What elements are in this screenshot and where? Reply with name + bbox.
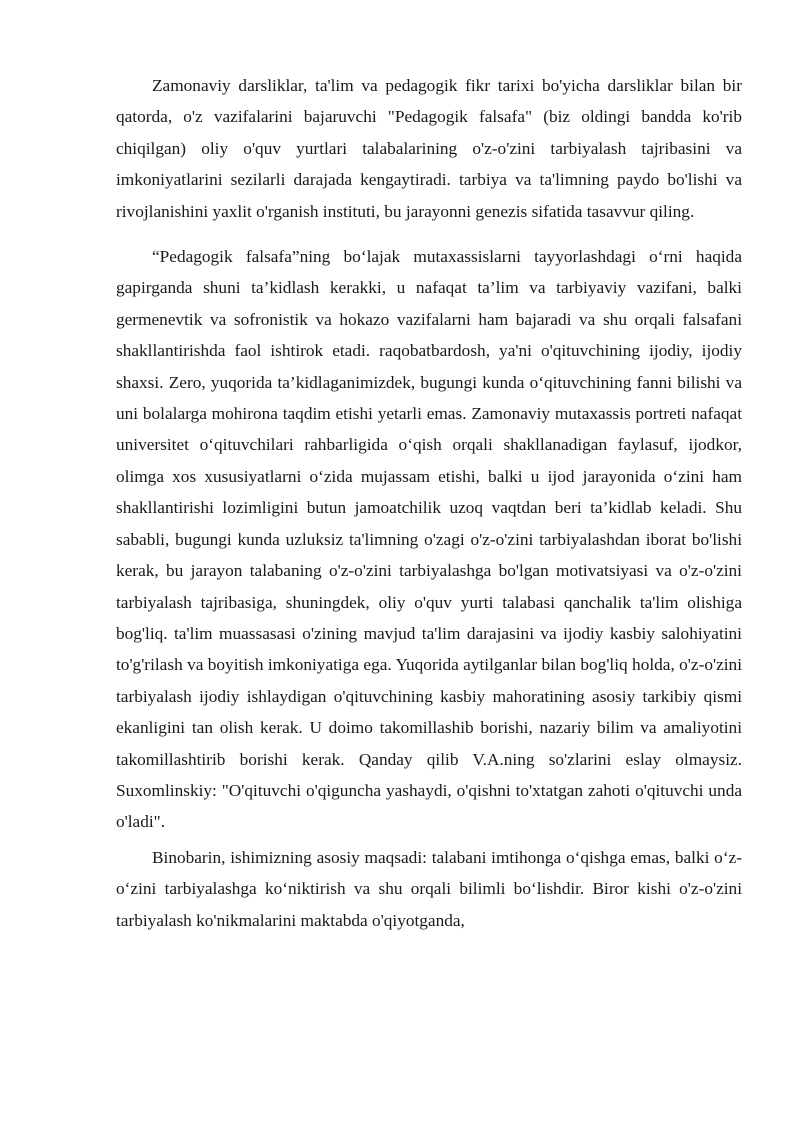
paragraph-2: “Pedagogik falsafa”ning bo‘lajak mutaxassislarni tayyorlashdagi o‘rni haqida gapirganda shuni ta’kidlash kerakki, u nafaqat ta’lim va tarbiyaviy vazifani, balki germenevtik va sofronistik va hokazo vazifalarni ham bajaradi va shu orqali falsafani shakllantirishda faol ishtirok etadi. raqobatbardosh, ya'ni o'qituvchining ijodiy, ijodiy shaxsi. Zero, yuqorida ta’kidlaganimizdek, bugungi kunda o‘qituvchining fanni bilishi va uni bolalarga mohirona taqdim etishi yetarli emas. Zamonaviy mutaxassis portreti nafaqat universitet o‘qituvchilari rahbarligida o‘qish orqali shakllanadigan faylasuf, ijodkor, olimga xos xususiyatlarni o‘zida mujassam etishi, balki u ijod jarayonida o‘zini ham shakllantirishi lozimligini butun jamoatchilik uzoq vaqtdan beri ta’kidlab keladi. Shu sababli, bugungi kunda uzluksiz ta'limning o'zagi o'z-o'zini tarbiyalashdan iborat bo'lishi kerak, bu jarayon talabaning o'z-o'zini tarbiyalashga bo'lgan motivatsiyasi va o'z-o'zini tarbiyalash tajribasiga, shuningdek, oliy o'quv yurti talabasi qanchalik ta'lim olishiga bog'liq. ta'lim muassasasi o'zining mavjud ta'lim darajasini va ijodiy kasbiy salohiyatini to'g'rilash va boyitish imkoniyatiga ega. Yuqorida aytilganlar bilan bog'liq holda, o'z-o'zini tarbiyalash ijodiy ishlaydigan o'qituvchining kasbiy mahoratining asosiy tarkibiy qismi ekanligini tan olish kerak. U doimo takomillashib borishi, nazariy bilim va amaliyotini takomillashtirib borishi kerak. Qanday qilib V.A.ning so'zlarini eslay olmaysiz. Suxomlinskiy: "O'qituvchi o'qiguncha yashaydi, o'qishni to'xtatgan zahoti o'qituvchi unda o'ladi". (116, 247, 742, 832)
paragraph-1: Zamonaviy darsliklar, ta'lim va pedagogik fikr tarixi bo'yicha darsliklar bilan bir qatorda, o'z vazifalarini bajaruvchi "Pedagogik falsafa" (biz oldingi bandda ko'rib chiqilgan) oliy o'quv yurtlari talabalarining o'z-o'zini tarbiyalash tajribasini va imkoniyatlarini sezilarli darajada kengaytiradi. tarbiya va ta'limning paydo bo'lishi va rivojlanishini yaxlit o'rganish instituti, bu jarayonni genezis sifatida tasavvur qiling. (116, 76, 742, 221)
document-page (116, 70, 742, 936)
paragraph-3: Binobarin, ishimizning asosiy maqsadi: talabani imtihonga o‘qishga emas, balki o‘z-o‘zini tarbiyalashga ko‘niktirish va shu orqali bilimli bo‘lishdir. Biror kishi o'z-o'zini tarbiyalash ko'nikmalarini maktabda o'qiyotganda, (116, 847, 742, 930)
